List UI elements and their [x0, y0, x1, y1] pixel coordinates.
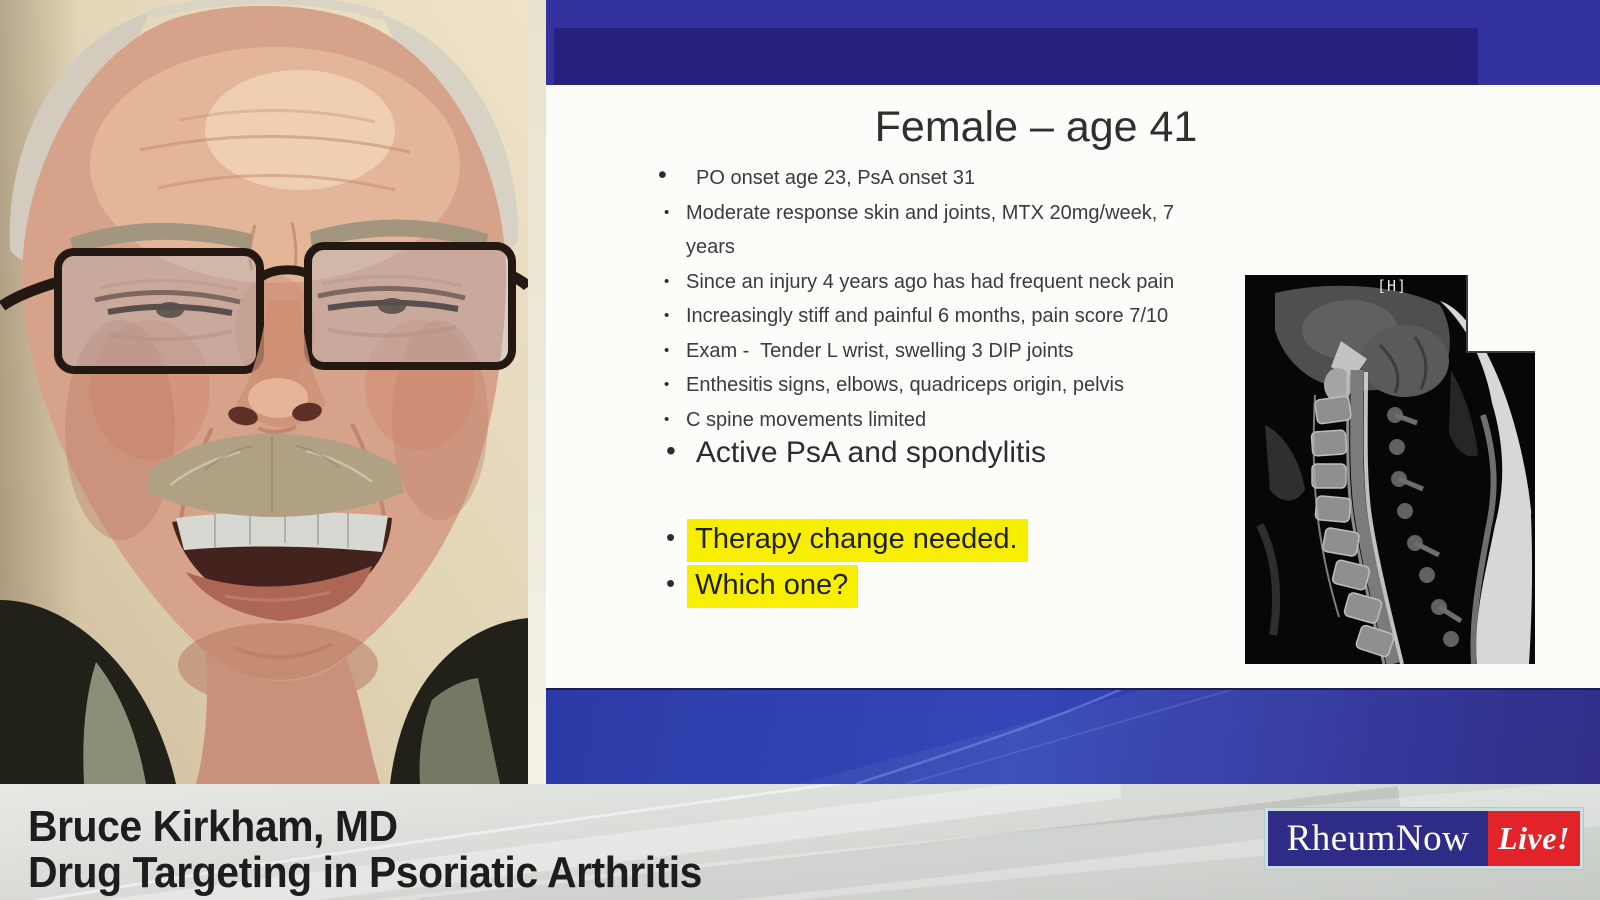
- deck-top-band-shade: [554, 28, 1478, 85]
- logo-live-badge: Live!: [1488, 811, 1580, 866]
- speaker-name: Bruce Kirkham, MD: [28, 802, 398, 851]
- bullet-item: • Increasingly stiff and painful 6 months, pain score 7/10: [546, 299, 1206, 334]
- highlight-mark: Which one?: [687, 565, 858, 608]
- bullet-item: • Since an injury 4 years ago has had frequent neck pain: [546, 265, 1206, 300]
- lower-third-text: [28, 804, 702, 896]
- highlight-mark: Therapy change needed.: [687, 519, 1027, 562]
- mri-orientation-label: [H]: [1377, 277, 1408, 295]
- deck-swoosh-decoration: [546, 690, 1600, 784]
- speaker-video: [0, 0, 528, 784]
- logo-brand-text: RheumNow: [1268, 811, 1488, 866]
- highlighted-bullet-1: [666, 522, 1028, 556]
- lower-third-banner: [0, 784, 1600, 900]
- case-bullet-list: [546, 161, 1206, 437]
- presentation-title: Drug Targeting in Psoriatic Arthritis: [28, 848, 702, 897]
- bullet-item: • Exam - Tender L wrist, swelling 3 DIP joints: [546, 334, 1206, 369]
- bullet-dot: •: [666, 435, 676, 466]
- bullet-item: • Enthesitis signs, elbows, quadriceps origin, pelvis: [546, 368, 1206, 403]
- bullet-item: • C spine movements limited: [546, 403, 1206, 438]
- mri-spine-graphic: [1245, 275, 1535, 664]
- speaker-portrait-illustration: [0, 0, 528, 784]
- bullet-dot: •: [666, 568, 676, 598]
- highlighted-bullet-2: [666, 568, 858, 602]
- slide-deck-area: [546, 0, 1600, 784]
- slide-title: Female – age 41: [874, 103, 1198, 151]
- bullet-dot: •: [666, 522, 676, 552]
- summary-bullet-text: Active PsA and spondylitis: [695, 436, 1046, 469]
- deck-top-band: [546, 0, 1600, 85]
- rheumnow-live-logo: [1265, 808, 1583, 869]
- summary-bullet: [666, 435, 1046, 470]
- deck-bottom-band: [546, 688, 1600, 784]
- mri-image: [1245, 275, 1535, 664]
- panel-divider: [528, 0, 546, 784]
- bullet-item: • Moderate response skin and joints, MTX 20mg/week, 7 years: [546, 196, 1206, 265]
- slide: [546, 85, 1600, 688]
- bullet-item: • PO onset age 23, PsA onset 31: [546, 161, 1206, 196]
